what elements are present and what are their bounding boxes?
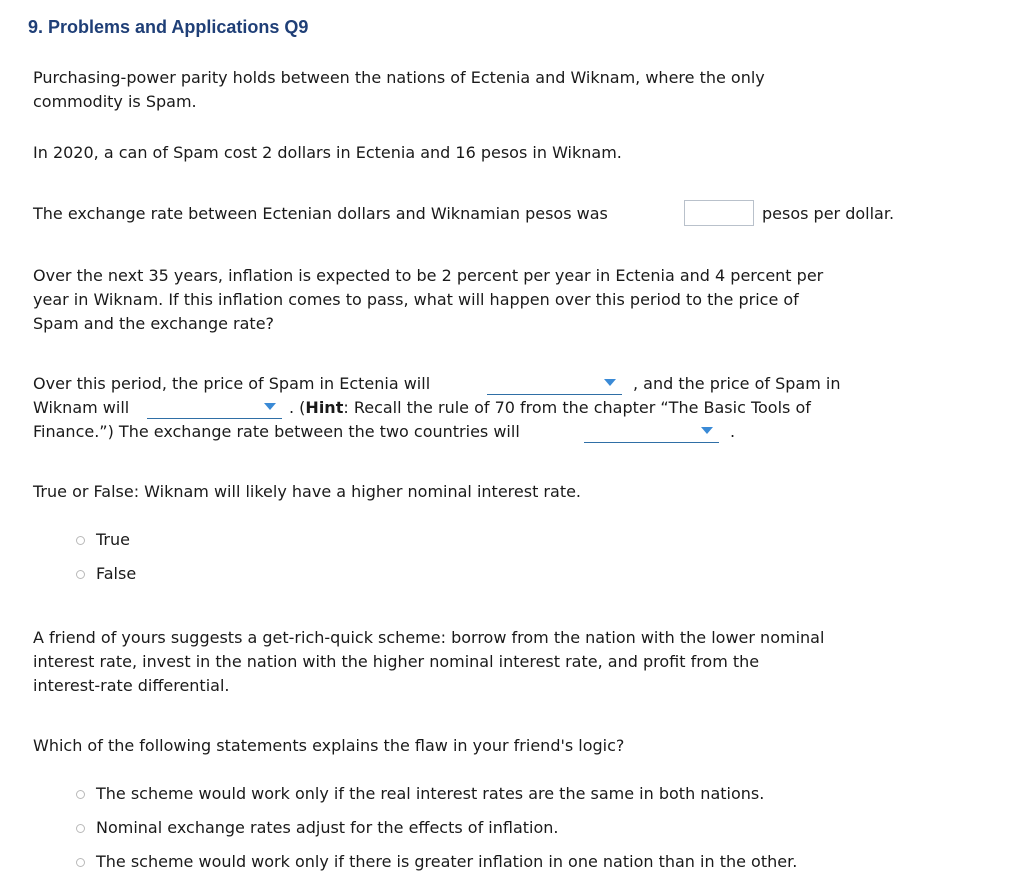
- hint-body: : Recall the rule of 70 from the chapter “The Basic Tools of: [343, 398, 811, 417]
- radio-button[interactable]: [76, 824, 85, 833]
- flaw-option-2-label: Nominal exchange rates adjust for the effects of inflation.: [96, 818, 559, 837]
- true-false-question: True or False: Wiknam will likely have a higher nominal interest rate.: [33, 482, 582, 501]
- period-end: .: [730, 422, 736, 441]
- flaw-option-3[interactable]: [76, 850, 896, 874]
- hint-label: Hint: [305, 398, 344, 417]
- radio-button[interactable]: [76, 536, 85, 545]
- chevron-down-icon: [264, 403, 276, 410]
- wiknam-price-dropdown[interactable]: [147, 399, 282, 419]
- flaw-question: Which of the following statements explains the flaw in your friend's logic?: [33, 736, 625, 755]
- prices-paragraph: In 2020, a can of Spam cost 2 dollars in Ectenia and 16 pesos in Wiknam.: [33, 143, 622, 162]
- friend-line-1: A friend of yours suggests a get-rich-quick scheme: borrow from the nation with the lower nominal: [33, 628, 825, 647]
- ectenia-price-prompt: Over this period, the price of Spam in Ectenia will: [33, 374, 431, 393]
- chevron-down-icon: [604, 379, 616, 386]
- flaw-option-1-label: The scheme would work only if the real interest rates are the same in both nations.: [96, 784, 765, 803]
- radio-button[interactable]: [76, 790, 85, 799]
- wiknam-price-lead: , and the price of Spam in: [633, 374, 841, 393]
- inflation-line-3: Spam and the exchange rate?: [33, 314, 275, 333]
- flaw-option-1[interactable]: [76, 782, 896, 806]
- hint-open: . (: [289, 398, 306, 417]
- radio-button[interactable]: [76, 858, 85, 867]
- friend-line-3: interest-rate differential.: [33, 676, 230, 695]
- inflation-paragraph: [33, 264, 823, 336]
- exchange-rate-prompt: The exchange rate between Ectenian dollars and Wiknamian pesos was: [33, 204, 608, 223]
- intro-line-1: Purchasing-power parity holds between the nations of Ectenia and Wiknam, where the only: [33, 68, 765, 87]
- friend-line-2: interest rate, invest in the nation with the higher nominal interest rate, and profit from the: [33, 652, 760, 671]
- page-title: 9. Problems and Applications Q9: [28, 17, 309, 37]
- flaw-option-3-label: The scheme would work only if there is greater inflation in one nation than in the other.: [96, 852, 798, 871]
- false-option-label: False: [96, 564, 137, 583]
- exchange-rate-change-prompt: Finance.”) The exchange rate between the two countries will: [33, 422, 520, 441]
- exchange-rate-unit: pesos per dollar.: [762, 204, 895, 223]
- intro-line-2: commodity is Spam.: [33, 92, 197, 111]
- wiknam-price-prompt: Wiknam will: [33, 398, 130, 417]
- true-option[interactable]: [76, 528, 156, 552]
- radio-button[interactable]: [76, 570, 85, 579]
- ectenia-price-dropdown[interactable]: [487, 375, 622, 395]
- exchange-rate-input[interactable]: [684, 200, 754, 226]
- true-option-label: True: [96, 530, 130, 549]
- hint-text: [289, 396, 811, 420]
- intro-paragraph: [33, 66, 765, 114]
- false-option[interactable]: [76, 562, 156, 586]
- inflation-line-2: year in Wiknam. If this inflation comes to pass, what will happen over this period to the price of: [33, 290, 799, 309]
- flaw-option-2[interactable]: [76, 816, 896, 840]
- chevron-down-icon: [701, 427, 713, 434]
- exchange-rate-change-dropdown[interactable]: [584, 423, 719, 443]
- inflation-line-1: Over the next 35 years, inflation is expected to be 2 percent per year in Ectenia and 4 percent per: [33, 266, 824, 285]
- friend-paragraph: [33, 626, 824, 698]
